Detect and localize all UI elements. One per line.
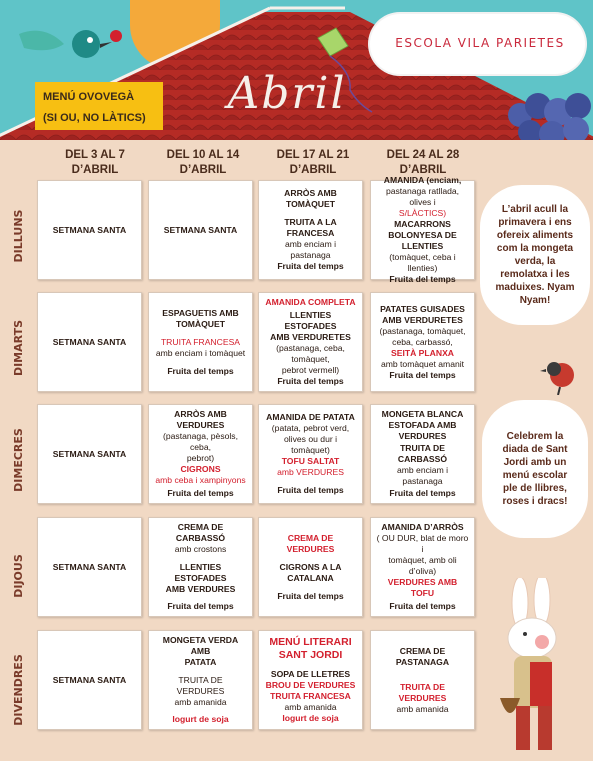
menu-line: pastanaga ratllada, olives i [385,186,460,207]
menu-cell [258,292,363,392]
menu-line: TRUITA FRANCESA [270,691,351,701]
menu-line: amb crostons [174,544,227,554]
menu-line: CREMA DE VERDURES [286,532,335,554]
menu-line: Fruita del temps [389,274,456,284]
menu-line: Fruita del temps [277,590,344,601]
day-label-wednesday: DIMECRES [11,428,25,492]
menu-line: ARRÒS AMB VERDURES [174,409,227,430]
menu-line: SETMANA SANTA [52,224,127,235]
menu-line: ceba, carbassó, [392,336,453,347]
menu-type-line1: MENÚ OVOVEGÀ [43,91,135,103]
menu-line: AMB VERDURETES [382,314,463,325]
menu-line: pebrot) [186,453,215,463]
menu-line: AMB VERDURES [165,583,236,594]
bird-icon [540,355,585,395]
month-title: Abril [227,68,347,119]
menu-line: AMB VERDURETES [270,332,351,342]
menu-line: Fruita del temps [277,485,344,495]
day-label-friday: DIVENDRES [11,654,25,726]
menu-line: amb VERDURES [277,467,344,477]
menu-line: ESPAGUETIS AMB [162,307,239,318]
menu-line: TOFU SALTAT [281,456,340,466]
menu-cell [258,404,363,504]
week-dates: DEL 10 AL 14 [166,149,240,161]
menu-line: SETMANA SANTA [52,336,127,347]
menu-line: AMANIDA (enciam, [383,175,462,185]
menu-line: Fruita del temps [389,369,456,380]
menu-line: (pastanaga, tomàquet, [379,325,466,336]
bubble-text: Celebrem la diada de Sant Jordi amb un menú escolar ple de llibres, roses i dracs! [502,431,568,507]
menu-cell [37,517,142,617]
menu-line: TRUITA A LA FRANCESA [284,217,337,238]
menu-line: Fruita del temps [389,488,456,498]
week-dates: DEL 3 AL 7 [65,149,125,161]
menu-cell [370,517,475,617]
menu-cell [370,292,475,392]
menu-line: Fruita del temps [167,601,234,611]
menu-cell [148,404,253,504]
menu-line: MENÚ LITERARI [269,636,352,648]
menu-cell [148,292,253,392]
week-dates: DEL 17 AL 21 [276,149,350,161]
menu-line: SEITÀ PLANXA [390,347,455,358]
menu-cell [370,404,475,504]
week-header-2 [148,148,258,178]
week-month: D’ABRIL [179,164,227,176]
menu-line: amb enciam i tomàquet [155,347,246,358]
menu-line: CATALANA [287,572,334,583]
menu-cell [148,517,253,617]
menu-cell [370,175,475,284]
menu-line: olives ou dur i tomàquet) [283,434,338,455]
menu-line: BROU DE VERDURES [265,680,356,690]
menu-line: Iogurt de soja [282,713,339,723]
menu-line: Fruita del temps [167,365,234,376]
menu-line: SETMANA SANTA [52,674,127,685]
menu-cell [37,180,142,280]
menu-line: VERDURES [398,431,447,441]
menu-line: CREMA DE CARBASSÓ [175,522,226,543]
menu-type-badge [35,82,163,130]
menu-line: AMANIDA DE PATATA [266,412,355,422]
week-header-1 [40,148,150,178]
menu-line: VERDURES AMB TOFU [387,577,458,598]
menu-line: SETMANA SANTA [52,448,127,459]
menu-cell [258,517,363,617]
menu-line: CIGRONS A LA [279,561,342,572]
menu-line: TRUITA DE VERDURES [176,674,225,696]
rabbit-illustration [480,578,590,758]
menu-line: Iogurt de soja [172,714,229,724]
menu-line: TRUITA FRANCESA [160,336,241,347]
bubble-text: L’abril acull la primavera i ens ofereix aliments com la mongeta verda, la remolatxa i les maduixes. Nyam Nyam! [495,204,575,306]
menu-cell [258,630,363,730]
week-month: D’ABRIL [71,164,119,176]
menu-type-line2: (SI OU, NO LÀTICS) [43,112,146,124]
menu-line: amb tomàquet amanit [380,358,465,369]
menu-line: SOPA DE LLETRES [270,669,351,679]
menu-cell [148,180,253,280]
day-label-monday: DILLUNS [11,209,25,263]
menu-line: (patata, pebrot verd, [271,423,350,433]
menu-line: ( OU DUR, blat de moro i [376,533,469,554]
menu-line: LLENTIES ESTOFADES [284,310,337,331]
day-label-thursday: DIJOUS [11,554,25,598]
menu-line: amb amanida [284,702,337,712]
menu-line: LLENTIES [401,241,444,251]
menu-line: amb amanida [396,703,449,714]
week-header-4 [368,148,478,178]
menu-line: AMANIDA D’ARRÒS [381,522,464,532]
menu-line: MACARRONS [394,219,451,229]
menu-line: MONGETA VERDA AMB [162,635,239,656]
menu-line: Fruita del temps [277,376,344,386]
menu-cell [148,630,253,730]
week-month: D’ABRIL [399,164,447,176]
menu-line: amb ceba i xampinyons [155,475,246,485]
menu-line: amb amanida [174,696,227,707]
bird-icon [14,14,124,74]
berries-icon [500,80,593,140]
menu-line: amb enciam i pastanaga [284,239,337,260]
menu-line: (tomàquet, ceba i llenties) [389,252,456,273]
menu-line: TRUITA DE VERDURES [398,681,447,703]
week-header-3 [258,148,368,178]
menu-line: MONGETA BLANCA [381,409,464,419]
menu-line: TRUITA DE CARBASSÓ [397,443,448,464]
menu-line: ARRÒS AMB [284,188,337,198]
menu-cell [37,404,142,504]
menu-line: SANT JORDI [278,649,343,661]
menu-line: S/LÀCTICS) [398,208,447,218]
menu-line: AMANIDA COMPLETA [265,297,356,307]
menu-line: PATATA [184,657,217,667]
menu-line: SETMANA SANTA [52,561,127,572]
menu-line: (pastanaga, pèsols, ceba, [162,431,238,452]
menu-line: Fruita del temps [167,488,234,498]
school-name: ESCOLA VILA PARIETES [395,36,565,50]
header-illustration [0,0,593,140]
week-dates: DEL 24 AL 28 [386,149,460,161]
menu-line: TOMÀQUET [285,199,335,209]
menu-line: ESTOFADA AMB [388,420,457,430]
menu-line: TOMÀQUET [175,318,225,329]
menu-cell [37,292,142,392]
menu-line: tomàquet, amb oli d’oliva) [388,555,457,576]
menu-cell [258,180,363,280]
menu-line: Fruita del temps [389,601,456,611]
menu-line: pebrot vermell) [281,365,340,375]
menu-line: BOLONYESA DE [388,230,457,240]
menu-line: Fruita del temps [277,261,344,271]
menu-cell [37,630,142,730]
day-label-tuesday: DIMARTS [11,319,25,377]
info-bubble-spring [480,185,590,325]
menu-line: PATATES GUISADES [380,303,465,314]
menu-line: CIGRONS [180,464,221,474]
menu-line: SETMANA SANTA [163,224,238,235]
menu-line: amb enciam i pastanaga [396,465,449,486]
week-month: D’ABRIL [289,164,337,176]
menu-line: CREMA DE PASTANAGA [395,645,450,667]
menu-cell [370,630,475,730]
menu-line: (pastanaga, ceba, tomàquet, [276,343,345,364]
menu-line: LLENTIES ESTOFADES [174,561,227,583]
info-bubble-sant-jordi [482,400,588,538]
